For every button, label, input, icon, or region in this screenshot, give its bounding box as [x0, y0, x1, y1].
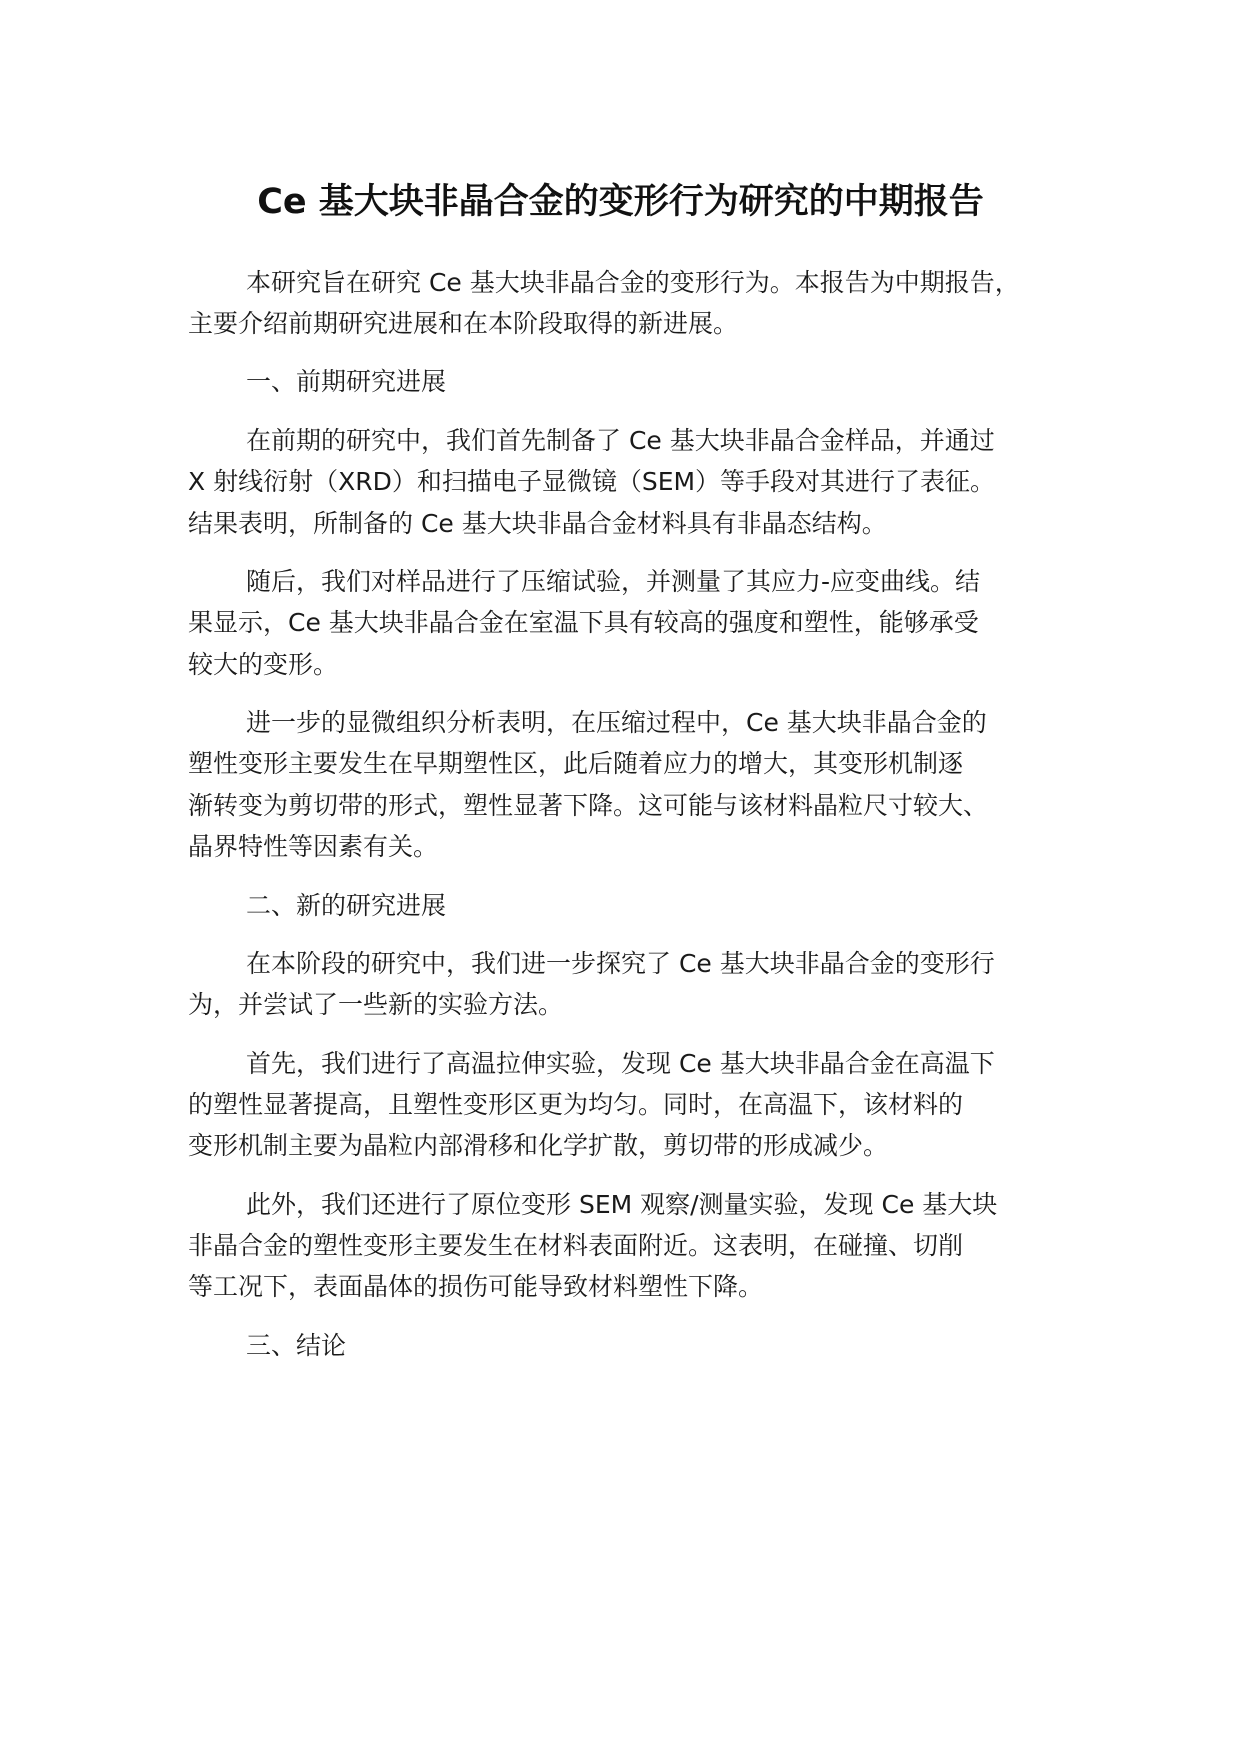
paragraph-line: 的塑性显著提高，且塑性变形区更为均匀。同时，在高温下，该材料的: [188, 1090, 964, 1119]
section-heading: 三、结论: [246, 1331, 347, 1360]
paragraph-line: 塑性变形主要发生在早期塑性区，此后随着应力的增大，其变形机制逐: [188, 749, 964, 778]
paragraph-line: 进一步的显微组织分析表明，在压缩过程中，Ce 基大块非晶合金的: [246, 708, 987, 737]
paragraph-line: 随后，我们对样品进行了压缩试验，并测量了其应力-应变曲线。结: [246, 567, 981, 596]
paragraph-line: 较大的变形。: [188, 650, 339, 679]
paragraph-line: 等工况下，表面晶体的损伤可能导致材料塑性下降。: [188, 1272, 764, 1301]
paragraph-line: 主要介绍前期研究进展和在本阶段取得的新进展。: [188, 309, 739, 338]
paragraph-line: X 射线衍射（XRD）和扫描电子显微镜（SEM）等手段对其进行了表征。: [188, 467, 996, 496]
section-heading: 二、新的研究进展: [246, 891, 447, 920]
document-title: Ce 基大块非晶合金的变形行为研究的中期报告: [257, 182, 984, 222]
paragraph-line: 在本阶段的研究中，我们进一步探究了 Ce 基大块非晶合金的变形行: [246, 949, 995, 978]
paragraph-line: 此外，我们还进行了原位变形 SEM 观察/测量实验，发现 Ce 基大块: [246, 1190, 998, 1219]
section-heading: 一、前期研究进展: [246, 367, 447, 396]
paragraph-line: 首先，我们进行了高温拉伸实验，发现 Ce 基大块非晶合金在高温下: [246, 1049, 995, 1078]
paragraph-line: 非晶合金的塑性变形主要发生在材料表面附近。这表明，在碰撞、切削: [188, 1231, 964, 1260]
paragraph-line: 结果表明，所制备的 Ce 基大块非晶合金材料具有非晶态结构。: [188, 509, 887, 538]
paragraph-line: 变形机制主要为晶粒内部滑移和化学扩散，剪切带的形成减少。: [188, 1131, 889, 1160]
paragraph-line: 在前期的研究中，我们首先制备了 Ce 基大块非晶合金样品，并通过: [246, 426, 995, 455]
paragraph-line: 为，并尝试了一些新的实验方法。: [188, 990, 564, 1019]
paragraph-line: 本研究旨在研究 Ce 基大块非晶合金的变形行为。本报告为中期报告，: [246, 268, 1020, 297]
paragraph-line: 渐转变为剪切带的形式，塑性显著下降。这可能与该材料晶粒尺寸较大、: [188, 791, 989, 820]
paragraph-line: 果显示，Ce 基大块非晶合金在室温下具有较高的强度和塑性，能够承受: [188, 608, 979, 637]
paragraph-line: 晶界特性等因素有关。: [188, 832, 439, 861]
